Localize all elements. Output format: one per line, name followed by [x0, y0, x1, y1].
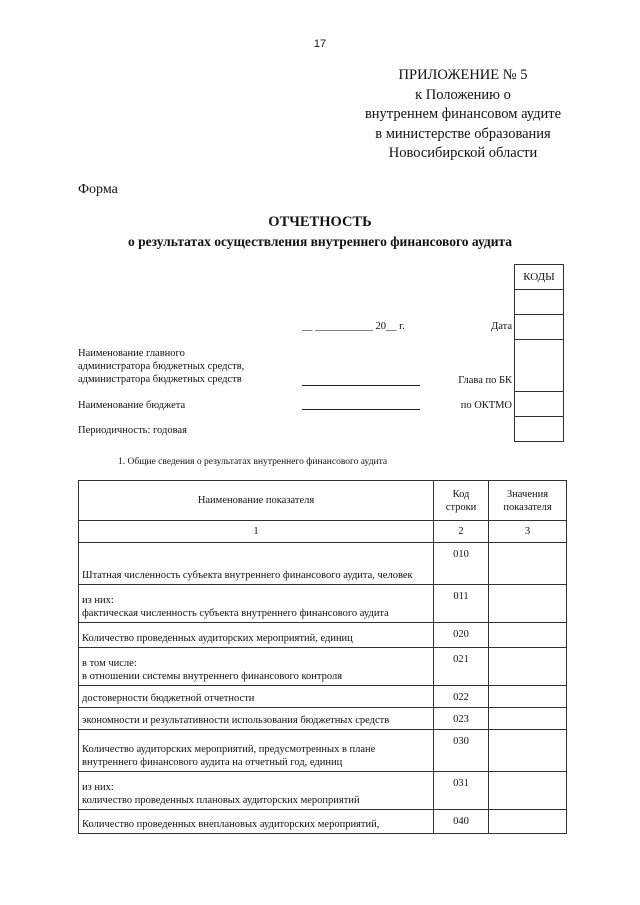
indicator-name: достоверности бюджетной отчетности: [79, 686, 434, 708]
indicator-value-cell[interactable]: [489, 810, 567, 834]
column-number: 2: [434, 521, 489, 543]
appendix-line: к Положению о: [415, 86, 511, 103]
admin-label: [78, 347, 308, 386]
codes-header: КОДЫ: [515, 265, 564, 290]
document-subtitle: о результатах осуществления внутреннего финансового аудита: [127, 234, 513, 249]
indicator-value-cell[interactable]: [489, 686, 567, 708]
column-header: Значения показателя: [489, 481, 567, 521]
budget-field-line: [302, 409, 420, 410]
column-header: Наименование показателя: [79, 481, 434, 521]
appendix-line: ПРИЛОЖЕНИЕ № 5: [398, 67, 528, 83]
indicator-value-cell[interactable]: [489, 623, 567, 648]
periodicity-label: Периодичность: годовая: [78, 425, 187, 436]
column-number: 1: [79, 521, 434, 543]
code-cell-oktmo: [515, 392, 564, 417]
row-code: 020: [434, 623, 489, 648]
admin-label-line: Наименование главного: [78, 348, 185, 359]
code-cell-date: [515, 315, 564, 340]
code-cell-glava: [515, 340, 564, 392]
row-code: 011: [434, 585, 489, 623]
indicator-name: в том числе: в отношении системы внутреннего финансового контроля: [79, 648, 434, 686]
codes-table: [514, 264, 564, 442]
row-code: 010: [434, 543, 489, 585]
row-code: 023: [434, 708, 489, 730]
column-header: Код строки: [434, 481, 489, 521]
table-row: [79, 708, 567, 730]
table-row: [79, 543, 567, 585]
indicator-name: из них: количество проведенных плановых аудиторских мероприятий: [79, 772, 434, 810]
code-cell-periodicity: [515, 417, 564, 442]
column-number: 3: [489, 521, 567, 543]
table-row: [79, 686, 567, 708]
indicator-name: Количество аудиторских мероприятий, предусмотренных в плане внутреннего финансового аудита на отчетный год, единиц: [79, 730, 434, 772]
row-code: 030: [434, 730, 489, 772]
indicator-name: из них: фактическая численность субъекта внутреннего финансового аудита: [79, 585, 434, 623]
form-label: Форма: [78, 182, 118, 197]
section-title: 1. Общие сведения о результатах внутреннего финансового аудита: [118, 457, 388, 467]
indicator-value-cell[interactable]: [489, 730, 567, 772]
admin-label-line: администратора бюджетных средств: [78, 374, 242, 385]
appendix-line: Новосибирской области: [388, 145, 538, 161]
table-row: [79, 730, 567, 772]
date-label: Дата: [491, 321, 512, 332]
indicator-value-cell[interactable]: [489, 648, 567, 686]
oktmo-label: по ОКТМО: [460, 400, 512, 411]
row-code: 031: [434, 772, 489, 810]
indicator-name: Количество проведенных аудиторских мероприятий, единиц: [79, 623, 434, 648]
row-code: 021: [434, 648, 489, 686]
appendix-block: [348, 66, 578, 164]
table-row: [79, 810, 567, 834]
budget-label: Наименование бюджета: [78, 400, 186, 411]
indicator-value-cell[interactable]: [489, 708, 567, 730]
indicator-value-cell[interactable]: [489, 772, 567, 810]
appendix-line: внутреннем финансовом аудите: [364, 106, 562, 122]
row-code: 040: [434, 810, 489, 834]
indicator-name: экономности и результативности использования бюджетных средств: [79, 708, 434, 730]
date-placeholder: __ ___________ 20__ г.: [302, 321, 405, 332]
indicator-value-cell[interactable]: [489, 543, 567, 585]
row-code: 022: [434, 686, 489, 708]
admin-label-line: администратора бюджетных средств,: [78, 361, 245, 372]
indicator-name: Штатная численность субъекта внутреннего финансового аудита, человек: [79, 543, 434, 585]
table-row: [79, 623, 567, 648]
table-row: [79, 772, 567, 810]
indicator-name: Количество проведенных внеплановых аудиторских мероприятий,: [79, 810, 434, 834]
appendix-line: в министерстве образования: [375, 125, 551, 142]
admin-field-line: [302, 385, 420, 386]
table-row: [79, 648, 567, 686]
indicator-value-cell[interactable]: [489, 585, 567, 623]
code-cell-blank: [515, 290, 564, 315]
audit-table: [78, 480, 567, 834]
table-row: [79, 585, 567, 623]
page-number: 17: [313, 38, 327, 50]
glava-label: Глава по БК: [458, 375, 512, 386]
document-title: ОТЧЕТНОСТЬ: [268, 214, 372, 230]
